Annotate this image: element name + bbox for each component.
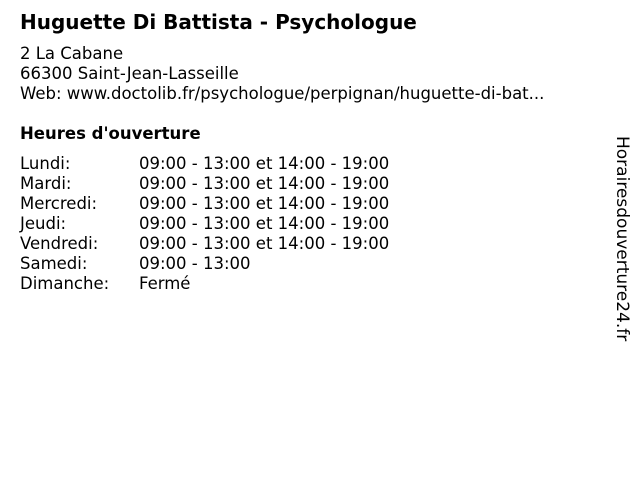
business-address (20, 44, 544, 104)
hours-row-sunday (20, 274, 389, 294)
opening-hours-heading: Heures d'ouverture (20, 124, 201, 143)
day-label: Mercredi: (20, 194, 98, 213)
day-label: Vendredi: (20, 234, 99, 253)
hours-row-thursday (20, 214, 389, 234)
time-value: 09:00 - 13:00 et 14:00 - 19:00 (139, 154, 390, 173)
hours-row-wednesday (20, 194, 389, 214)
time-value: 09:00 - 13:00 et 14:00 - 19:00 (139, 174, 390, 193)
opening-hours-table (20, 154, 389, 294)
hours-row-monday (20, 154, 389, 174)
time-value: 09:00 - 13:00 et 14:00 - 19:00 (139, 194, 390, 213)
website-line[interactable]: Web: www.doctolib.fr/psychologue/perpignan/huguette-di-bat... (20, 84, 545, 103)
day-label: Dimanche: (20, 274, 110, 293)
time-value: 09:00 - 13:00 et 14:00 - 19:00 (139, 214, 390, 233)
hours-row-saturday (20, 254, 389, 274)
time-value: 09:00 - 13:00 et 14:00 - 19:00 (139, 234, 390, 253)
address-line-1: 2 La Cabane (20, 44, 124, 63)
hours-row-friday (20, 234, 389, 254)
day-label: Mardi: (20, 174, 72, 193)
day-label: Jeudi: (20, 214, 67, 233)
time-value: 09:00 - 13:00 (139, 254, 251, 273)
day-label: Samedi: (20, 254, 88, 273)
day-label: Lundi: (20, 154, 71, 173)
site-watermark: Horairesdouverture24.fr (612, 136, 632, 342)
business-title: Huguette Di Battista - Psychologue (20, 10, 417, 34)
hours-row-tuesday (20, 174, 389, 194)
time-value: Fermé (139, 274, 191, 293)
address-line-2: 66300 Saint-Jean-Lasseille (20, 64, 239, 83)
